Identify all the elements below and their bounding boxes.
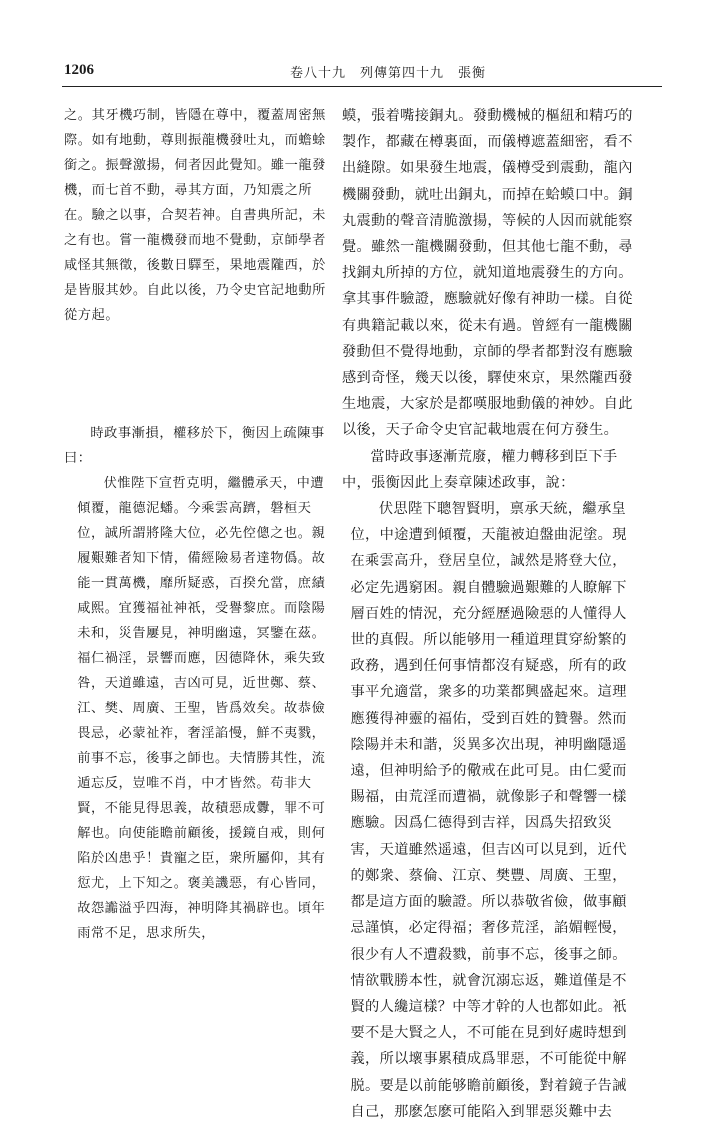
translation-paragraph-intro: 當時政事逐漸荒廢，權力轉移到臣下手中，張衡因此上奏章陳述政事，說： [342,448,618,491]
classical-text-column [64,103,326,946]
translation-paragraph-memorial: 伏思陛下聰智賢明，禀承天統，繼承皇位，中途遭到傾覆，天龍被迫盤曲泥塗。現在乘雲高升，登居皇位，誠然是將登大位，必定先遇窮困。親自體驗過艱難的人瞭解下層百姓的情況，充分經歷過險惡的人懂得人世的真假。所以能够用一種道理貫穿紛繁的政務，遇到任何事情都沒有疑惑，所有的政事平允適當，衆多的功業都興盛起來。這理應獲得神靈的福佑，受到百姓的贊譽。然而陰陽并未和諧，災異多次出現，神明幽隱遥遠，但神明給予的儆戒在此可見。由仁愛而賜福，由荒淫而遭禍，就像影子和聲響一樣應驗。因爲仁德得到吉祥，因爲失招致災害，天道雖然遥遠，但吉凶可以見到，近代的鄭衆、蔡倫、江京、樊豐、周廣、王聖，都是這方面的驗證。所以恭敬省儉，做事顧忌謹慎，必定得福；奢侈荒淫，諂媚輕慢，很少有人不遭殺戮，前事不忘，後事之師。情欲戰勝本性，就會沉溺忘返，難道僅是不賢的人纔這樣？中等才幹的人也都如此。衹要不是大賢之人，不可能在見到好處時想到義，所以壞事累積成爲罪惡，不可能從中解脱。要是以前能够瞻前顧後，對着鏡子告誡自己，那麽怎麽可能陷入到罪惡災難中去 [350,501,627,1120]
classical-paragraph-intro: 時政事漸損，權移於下，衡因上疏陳事曰： [64,426,325,466]
translation-paragraph-seismograph: 蟆，張着嘴接銅丸。發動機械的樞紐和精巧的製作，都藏在樽裏面，而儀樽遮蓋細密，看不出縫隙。如果發生地震，儀樽受到震動，龍內機關發動，就吐出銅丸，而掉在蛤蟆口中。銅丸震動的聲音清脆激揚，等候的人因而就能察覺。雖然一龍機關發動，但其他七龍不動，尋找銅丸所掉的方位，就知道地震發生的方向。拿其事件驗證，應驗就好像有神助一樣。自從有典籍記載以來，從未有過。曾經有一龍機關發動但不覺得地動，京師的學者都對沒有應驗感到奇怪，幾天以後，驛使來京，果然隴西發生地震，大家於是都嘆服地動儀的神妙。自此以後，天子命令史官記載地震在何方發生。 [342,108,633,439]
paragraph-gap [64,328,326,421]
header-rule [62,86,662,87]
classical-paragraph-seismograph: 之。其牙機巧制，皆隱在尊中，覆蓋周密無際。如有地動，尊則振龍機發吐丸，而蟾蜍銜之。振聲激揚，伺者因此覺知。雖一龍發機，而七首不動，尋其方面，乃知震之所在。驗之以事，合契若神。自書典所記，未之有也。嘗一龍機發而地不覺動，京師學者咸怪其無徵，後數日驛至，果地震隴西，於是皆服其妙。自此以後，乃令史官記地動所從方起。 [64,108,326,323]
running-head: 卷八十九 列傳第四十九 張衡 [290,66,487,81]
page-number: 1206 [64,62,94,78]
classical-paragraph-memorial: 伏惟陛下宣哲克明，繼體承天，中遭傾覆，龍德泥蟠。今乘雲高躋，磐桓天位，誠所謂將隆大位，必先倥傯之也。親履艱難者知下情，備經險易者達物僞。故能一貫萬機，靡所疑惑，百揆允當，庶績咸熙。宜獲福祉神祇，受譽黎庶。而陰陽未和，災眚屢見，神明幽遠，冥鑒在茲。福仁禍淫，景響而應，因德降休，乘失致咎，天道雖遠，吉凶可見，近世鄭、蔡、江、樊、周廣、王聖，皆爲效矣。故恭儉畏忌，必蒙祉祚，奢淫諂慢，鮮不夷戮，前事不忘，後事之師也。夫情勝其性，流遁忘反，豈唯不肖，中才皆然。苟非大賢，不能見得思義，故積惡成釁，罪不可解也。向使能瞻前顧後，援鏡自戒，則何陷於凶患乎！貴寵之臣，衆所屬仰，其有愆尤，上下知之。褒美譏惡，有心皆同，故怨讟溢乎四海，神明降其禍辟也。頃年雨常不足，思求所失， [77,476,326,941]
translation-column [342,103,640,1125]
